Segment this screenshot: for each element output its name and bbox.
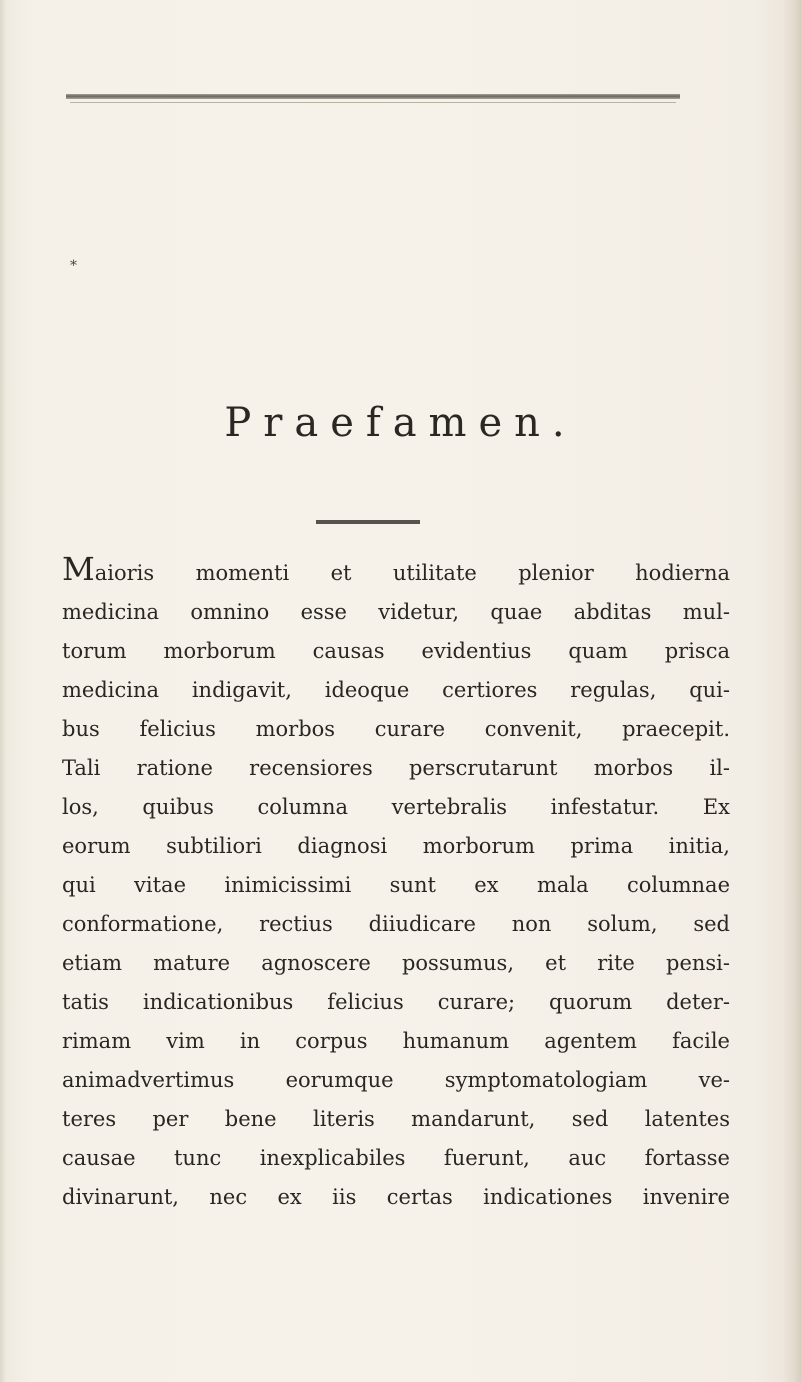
- text-line-10: conformatione, rectius diiudicare non solum, sed: [62, 912, 730, 936]
- text-line-7: los, quibus columna vertebralis infestatur. Ex: [62, 795, 730, 819]
- text-line-6: Tali ratione recensiores perscrutarunt morbos il-: [62, 756, 730, 780]
- text-line-9: qui vitae inimicissimi sunt ex mala columnae: [62, 873, 730, 897]
- text-line-11: etiam mature agnoscere possumus, et rite pensi-: [62, 951, 730, 975]
- title-divider-rule: [316, 520, 420, 524]
- text-line-1: [62, 550, 730, 593]
- page-right-edge-shadow: [783, 0, 801, 1382]
- top-header-rule-thin: [70, 102, 676, 103]
- text-line-14: animadvertimus eorumque symptomatologiam ve-: [62, 1068, 730, 1092]
- ink-mark: *: [70, 258, 77, 274]
- top-header-rule: [66, 94, 680, 99]
- text-line-3: torum morborum causas evidentius quam prisca: [62, 639, 730, 663]
- page-left-edge-shadow: [0, 0, 6, 1382]
- text-line-16: causae tunc inexplicabiles fuerunt, auc fortasse: [62, 1146, 730, 1170]
- text-line-2: medicina omnino esse videtur, quae abditas mul-: [62, 600, 730, 624]
- text-line-5: bus felicius morbos curare convenit, praecepit.: [62, 717, 730, 741]
- text-line-15: teres per bene literis mandarunt, sed latentes: [62, 1107, 730, 1131]
- page-title: Praefamen.: [224, 400, 577, 446]
- text-line-13: rimam vim in corpus humanum agentem facile: [62, 1029, 730, 1053]
- text-line-8: eorum subtiliori diagnosi morborum prima initia,: [62, 834, 730, 858]
- text-line-4: medicina indigavit, ideoque certiores regulas, qui-: [62, 678, 730, 702]
- dropcap-letter: M: [62, 550, 95, 588]
- text-line-1-rest: aioris momenti et utilitate plenior hodierna: [94, 561, 730, 585]
- text-line-12: tatis indicationibus felicius curare; quorum deter-: [62, 990, 730, 1014]
- text-line-17: divinarunt, nec ex iis certas indicationes invenire: [62, 1185, 730, 1209]
- body-paragraph: [62, 550, 730, 1217]
